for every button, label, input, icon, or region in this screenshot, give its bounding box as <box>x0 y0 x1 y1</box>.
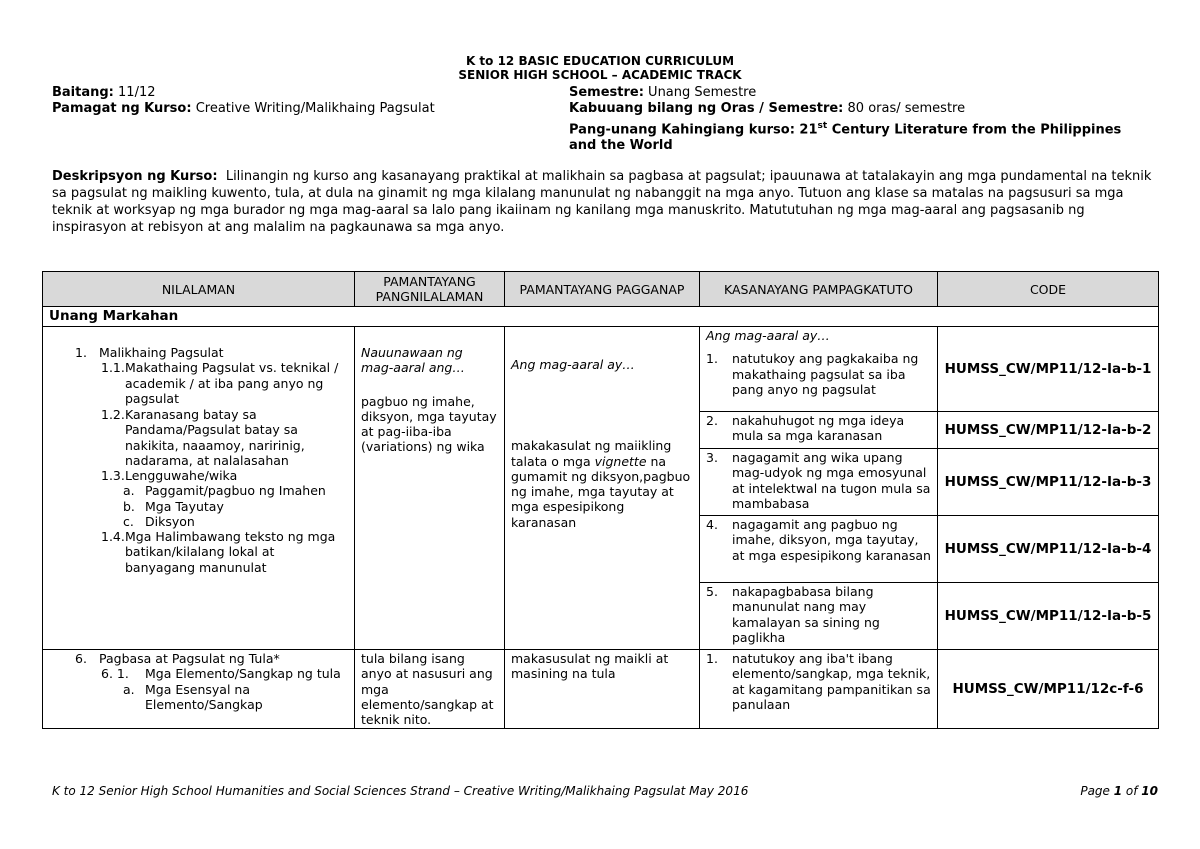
header-kasanayang-pampagkatuto: KASANAYANG PAMPAGKATUTO <box>700 272 938 307</box>
list-item: c. Diksyon <box>123 513 195 529</box>
competency-code: HUMSS_CW/MP11/12-Ia-b-4 <box>938 516 1159 583</box>
prerequisite <box>569 118 1149 154</box>
header-nilalaman: NILALAMAN <box>43 272 355 307</box>
competency-item: 1. natutukoy ang pagkakaiba ng makathaing pagsulat sa iba pang anyo ng pagsulat <box>706 351 919 397</box>
competency-cell <box>700 449 938 516</box>
course-title-label: Pamagat ng Kurso: <box>52 101 192 116</box>
content-list <box>49 651 348 712</box>
quarter-label: Unang Markahan <box>43 307 1159 327</box>
total-hours-value: 80 oras/ semestre <box>843 101 966 116</box>
prerequisite-value-b: Century Literature from the Philippines and the World <box>569 122 1122 154</box>
list-item: 6. 1. Mga Elemento/Sangkap ng tula <box>101 666 341 682</box>
grade-level-label: Baitang: <box>52 85 114 100</box>
grade-level <box>52 85 156 101</box>
performance-standard-intro: Ang mag-aaral ay… <box>511 357 635 372</box>
competency-cell <box>700 412 938 449</box>
competency-code: HUMSS_CW/MP11/12-Ia-b-2 <box>938 412 1159 449</box>
table-header-row <box>43 272 1159 307</box>
header-code: CODE <box>938 272 1159 307</box>
semester-value: Unang Semestre <box>643 85 757 100</box>
performance-standard-cell <box>505 327 700 650</box>
competency-code: HUMSS_CW/MP11/12-Ia-b-3 <box>938 449 1159 516</box>
content-standard-cell <box>355 327 505 650</box>
competency-item: 5. nakapagbabasa bilang manunulat nang may kamalayan sa sining ng paglikha <box>706 584 880 645</box>
prerequisite-label: Pang-unang Kahingiang kurso: <box>569 122 795 138</box>
competency-cell <box>700 327 938 412</box>
grade-level-value: 11/12 <box>113 85 156 100</box>
curriculum-guide-table <box>42 271 1159 729</box>
quarter-row <box>43 307 1159 327</box>
list-item: 1.4. Mga Halimbawang teksto ng mga batikan/kilalang lokal at banyagang manunulat <box>101 529 336 575</box>
total-hours-label: Kabuuang bilang ng Oras / Semestre: <box>569 101 844 116</box>
competency-item: 3. nagagamit ang wika upang mag-udyok ng mga emosyunal at intelektwal na tugon mula sa mambabasa <box>706 450 931 511</box>
prerequisite-value-a: 21 <box>794 122 818 138</box>
list-item: 6. Pagbasa at Pagsulat ng Tula* <box>75 651 280 666</box>
competency-item: 2. nakahuhugot ng mga ideya mula sa mga karanasan <box>706 413 905 444</box>
competency-intro: Ang mag-aaral ay… <box>706 328 830 343</box>
course-title-value: Creative Writing/Malikhaing Pagsulat <box>191 101 435 116</box>
description-label: Deskripsyon ng Kurso: <box>52 169 218 184</box>
page-number: Page 1 of 10 <box>1080 784 1158 798</box>
list-item: 1.3. Lengguwahe/wika <box>101 468 238 483</box>
content-standard-text: pagbuo ng imahe, diksyon, mga tayutay at pag-iiba-iba (variations) ng wika <box>361 393 497 455</box>
content-cell <box>43 650 355 729</box>
course-description <box>52 168 1152 236</box>
semester-label: Semestre: <box>569 85 644 100</box>
performance-standard-text: makakasulat ng maiikling talata o mga vignette na gumamit ng diksyon,pagbuo ng imahe, mga tayutay at mga espesipikong karanasan <box>511 438 691 530</box>
list-item: a. Mga Esensyal na Elemento/Sangkap <box>123 681 263 712</box>
competency-cell <box>700 650 938 729</box>
competency-code: HUMSS_CW/MP11/12-Ia-b-5 <box>938 583 1159 650</box>
table-row <box>43 327 1159 412</box>
header-pamantayang-pagganap: PAMANTAYANG PAGGANAP <box>505 272 700 307</box>
footer-text: K to 12 Senior High School Humanities and Social Sciences Strand – Creative Writing/Malikhaing Pagsulat May 2016 <box>52 784 749 798</box>
content-standard-cell: tula bilang isang anyo at nasusuri ang mga elemento/sangkap at teknik nito. <box>355 650 505 729</box>
list-item: 1.2. Karanasang batay sa Pandama/Pagsulat batay sa nakikita, naaamoy, naririnig, nadarama, at nalalasahan <box>101 407 305 468</box>
course-title <box>52 101 435 117</box>
competency-code: HUMSS_CW/MP11/12-Ia-b-1 <box>938 327 1159 412</box>
list-item: 1.1. Makathaing Pagsulat vs. teknikal / academik / at iba pang anyo ng pagsulat <box>101 360 339 406</box>
competency-item: 4. nagagamit ang pagbuo ng imahe, diksyon, mga tayutay, at mga espesipikong karanasan <box>706 517 931 563</box>
total-hours <box>569 101 965 117</box>
competency-code: HUMSS_CW/MP11/12c-f-6 <box>938 650 1159 729</box>
description-text: Lilinangin ng kurso ang kasanayang praktikal at malikhain sa pagbasa at pagsulat; ipauunawa at tatalakayin ang mga pundamental na teknik sa pagsulat ng maikling kuwento, tula, at dula na ginamit ng mga kilalang manunulat ng nabanggit na mga anyo. Tutuon ang klase sa matalas na pagsusuri sa mga teknik at worksyap ng mga burador ng mga mag-aaral sa lalo pang ikaiinam ng kanilang mga manuskrito. Matututuhan ng mga mag-aaral ang pagsasanib ng inspirasyon at rebisyon at ang malalim na pagkaunawa sa mga anyo. <box>52 169 1152 235</box>
header-pamantayang-pangnilalaman: PAMANTAYANG PANGNILALAMAN <box>355 272 505 307</box>
list-item: 1. Malikhaing Pagsulat <box>75 345 224 360</box>
semester <box>569 85 756 101</box>
content-cell <box>43 327 355 650</box>
performance-standard-cell: makasusulat ng maikli at masining na tula <box>505 650 700 729</box>
content-standard-intro: Nauunawaan ng mag-aaral ang… <box>361 345 465 376</box>
competency-item: 1. natutukoy ang iba't ibang elemento/sangkap, mga teknik, at kagamitang pampanitikan sa panulaan <box>706 651 931 712</box>
prerequisite-sup: st <box>817 121 828 131</box>
table-row <box>43 650 1159 729</box>
content-list <box>49 345 348 575</box>
list-item: a. Paggamit/pagbuo ng Imahen <box>123 483 326 499</box>
list-item: b. Mga Tayutay <box>123 498 224 514</box>
competency-cell <box>700 583 938 650</box>
track-title: SENIOR HIGH SCHOOL – ACADEMIC TRACK <box>458 68 742 82</box>
competency-cell <box>700 516 938 583</box>
curriculum-title: K to 12 BASIC EDUCATION CURRICULUM <box>465 54 735 68</box>
